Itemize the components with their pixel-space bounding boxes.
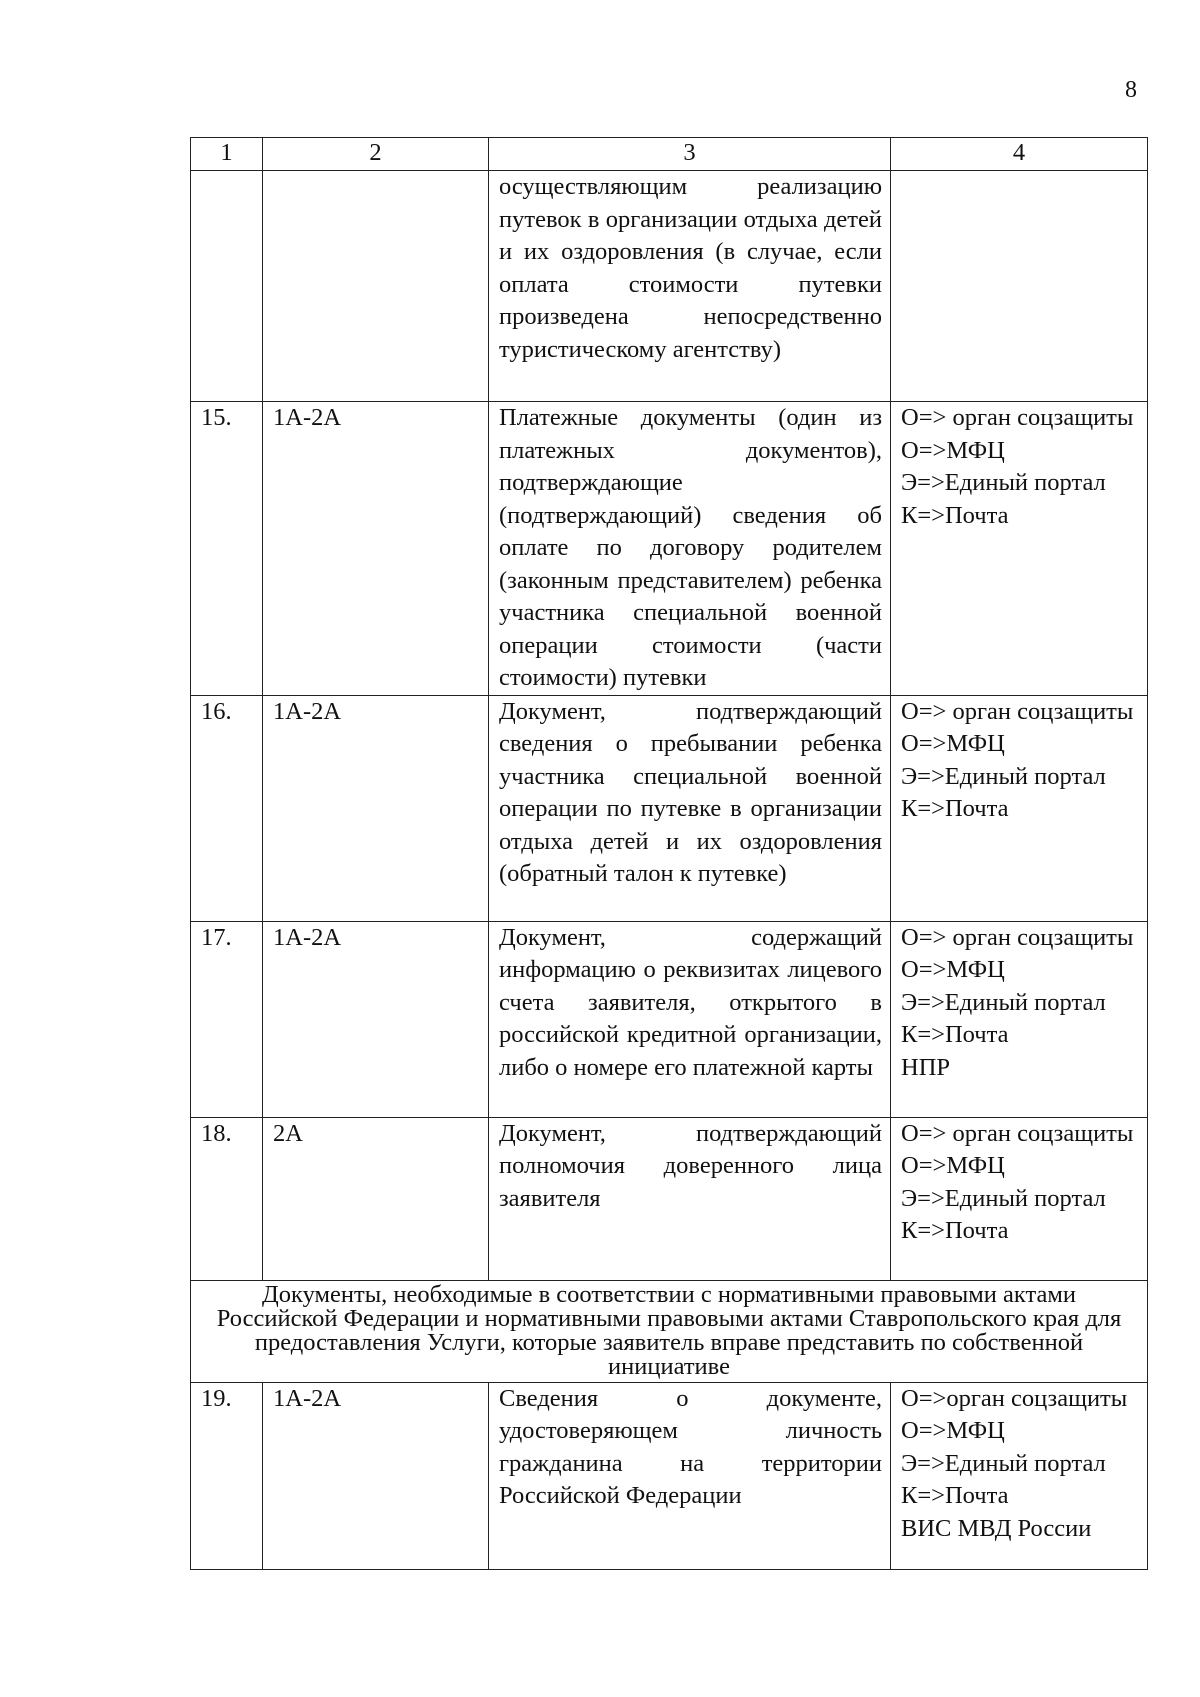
header-col-4: 4 [891,138,1148,171]
row-number: 15. [191,402,263,696]
header-col-3: 3 [489,138,891,171]
row-document: осуществляющим реализацию путевок в организации отдыха детей и их оздоровления (в случае, если оплата стоимости путевки произведена непосредственно туристическому агентству) [489,171,891,402]
table-header-row [191,138,1148,171]
row-number [191,171,263,402]
row-submission-ways: О=>орган соцзащиты О=>МФЦ Э=>Единый портал К=>Почта ВИС МВД России [891,1382,1148,1569]
row-submission-ways: О=> орган соцзащиты О=>МФЦ Э=>Единый портал К=>Почта [891,695,1148,921]
page-number: 8 [1125,77,1137,103]
header-col-1: 1 [191,138,263,171]
row-document: Сведения о документе, удостоверяющем личность гражданина на территории Российской Федерации [489,1382,891,1569]
row-category: 1А-2А [263,402,489,696]
table-row-continuation [191,171,1148,402]
table-row [191,402,1148,696]
row-number: 18. [191,1117,263,1280]
row-document: Платежные документы (один из платежных документов), подтверждающие (подтверждающий) сведения об оплате по договору родителем (законным представителем) ребенка участника специальной военной операции стоимости (части стоимости) путевки [489,402,891,696]
documents-table [190,137,1148,1570]
row-category [263,171,489,402]
row-category: 1А-2А [263,695,489,921]
row-number: 19. [191,1382,263,1569]
row-document: Документ, подтверждающий сведения о пребывании ребенка участника специальной военной операции по путевке в организации отдыха детей и их оздоровления (обратный талон к путевке) [489,695,891,921]
row-submission-ways: О=> орган соцзащиты О=>МФЦ Э=>Единый портал К=>Почта [891,1117,1148,1280]
row-category: 1А-2А [263,921,489,1117]
row-submission-ways: О=> орган соцзащиты О=>МФЦ Э=>Единый портал К=>Почта НПР [891,921,1148,1117]
row-category: 2А [263,1117,489,1280]
section-heading: Документы, необходимые в соответствии с нормативными правовыми актами Российской Федерации и нормативными правовыми актами Ставропольского края для предоставления Услуги, которые заявитель вправе представить по собственной инициативе [191,1280,1148,1382]
row-document: Документ, содержащий информацию о реквизитах лицевого счета заявителя, открытого в российской кредитной организации, либо о номере его платежной карты [489,921,891,1117]
table-row [191,695,1148,921]
row-submission-ways: О=> орган соцзащиты О=>МФЦ Э=>Единый портал К=>Почта [891,402,1148,696]
table-row [191,921,1148,1117]
section-heading-row [191,1280,1148,1382]
row-number: 16. [191,695,263,921]
row-category: 1А-2А [263,1382,489,1569]
row-number: 17. [191,921,263,1117]
table-row [191,1382,1148,1569]
table-row [191,1117,1148,1280]
row-document: Документ, подтверждающий полномочия доверенного лица заявителя [489,1117,891,1280]
row-submission-ways [891,171,1148,402]
header-col-2: 2 [263,138,489,171]
